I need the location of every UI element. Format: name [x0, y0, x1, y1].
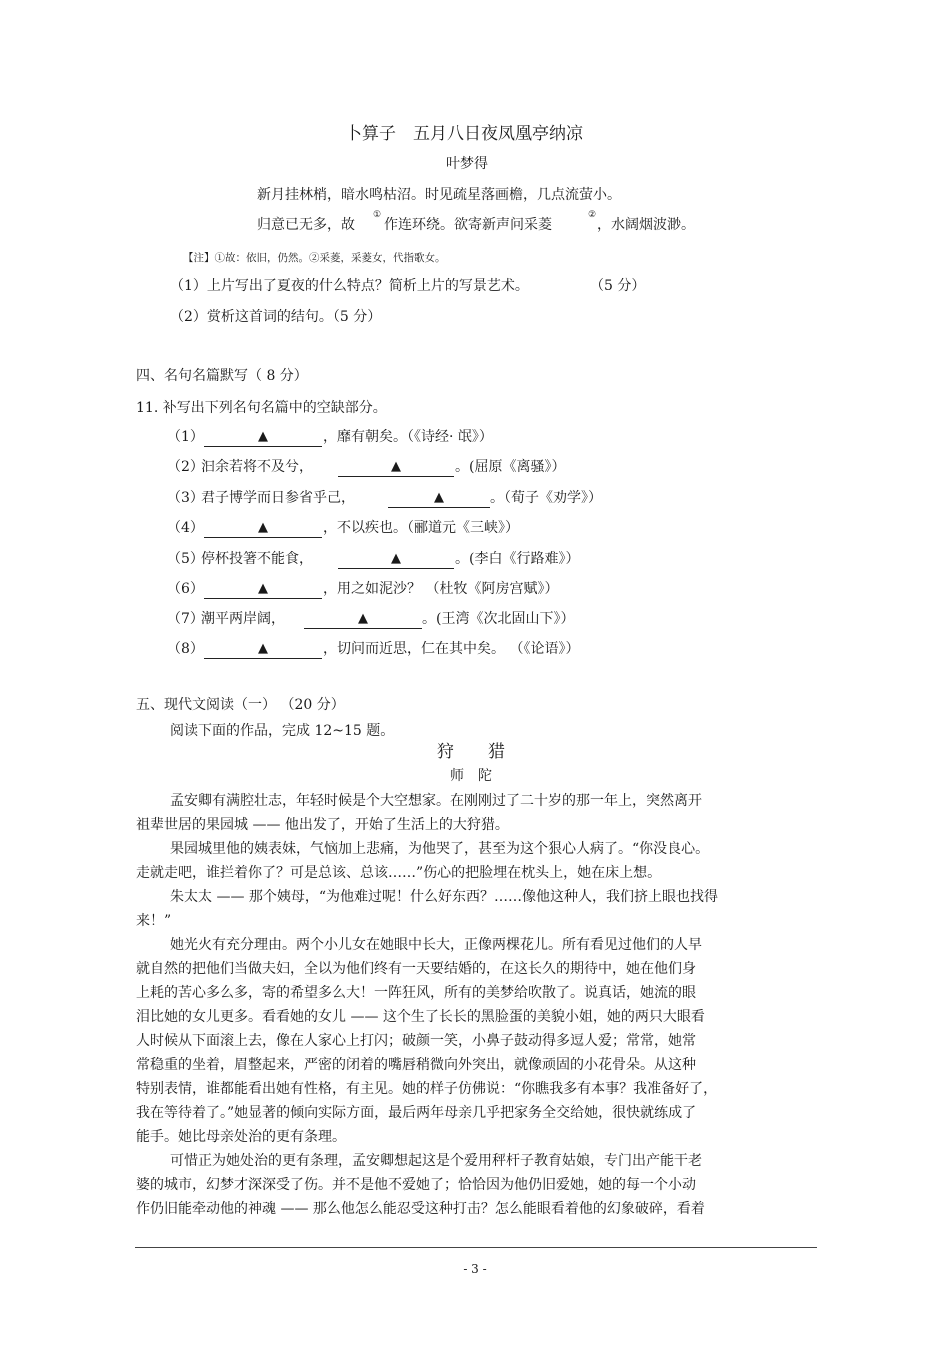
fill-item-suffix: 。(李白《行路难》）: [455, 551, 580, 567]
poem-note: 【注】①故：依旧，仍然。②采菱，采菱女，代指歌女。: [183, 252, 446, 264]
fill-item-prefix: 潮平两岸阔，: [201, 611, 285, 627]
story-line: 作仍旧能牵动他的神魂 —— 那么他怎么能忍受这种打击？怎么能眼看着他的幻象破碎，看着: [136, 1201, 705, 1217]
answer-blank[interactable]: ▲: [204, 580, 322, 599]
question-11: 11. 补写出下列名句名篇中的空缺部分。: [136, 400, 387, 416]
story-line: 能手。她比母亲处治的更有条理。: [136, 1129, 346, 1145]
fill-item-number: （7）: [167, 611, 204, 627]
fill-item-prefix: 汩余若将不及兮，: [201, 459, 313, 475]
story-line: 我在等待着了。”她显著的倾向实际方面，最后两年母亲几乎把家务全交给她，很快就练成了: [136, 1105, 697, 1121]
answer-blank[interactable]: ▲: [304, 610, 422, 629]
fill-item-suffix: ，不以疾也。（郦道元《三峡》）: [323, 520, 519, 536]
story-line: 果园城里他的姨表妹，气恼加上悲痛，为他哭了，甚至为这个狠心人病了。“你没良心。: [170, 841, 710, 857]
reading-instruction: 阅读下面的作品，完成 12~15 题。: [170, 723, 395, 739]
question-2: （2）赏析这首词的结句。（5 分）: [170, 309, 382, 325]
question-1-score: （5 分）: [590, 278, 646, 294]
story-line: 她光火有充分理由。两个小儿女在她眼中长大，正像两棵花儿。所有看见过他们的人早: [170, 937, 702, 953]
fill-item-number: （6）: [167, 581, 204, 597]
section-4-heading: 四、名句名篇默写（ 8 分）: [136, 368, 308, 384]
poem-line-1: 新月挂林梢，暗水鸣枯沼。时见疏星落画檐，几点流萤小。: [257, 187, 621, 203]
answer-blank[interactable]: ▲: [204, 428, 322, 447]
section-5-heading: 五、现代文阅读（一） （20 分）: [136, 697, 345, 713]
fill-item-suffix: ，用之如泥沙？ （杜牧《阿房宫赋》）: [323, 581, 559, 597]
story-line: 来！”: [136, 913, 172, 929]
answer-blank[interactable]: ▲: [338, 458, 454, 477]
story-line: 婆的城市，幻梦才深深受了伤。并不是他不爱她了；恰恰因为他仍旧爱她，她的每一个小动: [136, 1177, 696, 1193]
answer-blank[interactable]: ▲: [338, 550, 454, 569]
footnote-mark-1: ①: [373, 210, 382, 220]
story-line: 人时候从下面滚上去，像在人家心上打闪；破颜一笑，小鼻子鼓动得多逗人爱；常常，她常: [136, 1033, 696, 1049]
story-line: 常稳重的坐着，眉整起来，严密的闭着的嘴唇稍微向外突出，就像顽固的小花骨朵。从这种: [136, 1057, 696, 1073]
answer-blank[interactable]: ▲: [204, 640, 322, 659]
fill-item-number: （4）: [167, 520, 204, 536]
answer-blank[interactable]: ▲: [204, 519, 322, 538]
poem-title: 卜算子 五月八日夜凤凰亭纳凉: [345, 124, 583, 144]
fill-item-prefix: 君子博学而日参省乎己，: [201, 490, 355, 506]
answer-blank[interactable]: ▲: [388, 489, 490, 508]
story-line: 特别表情，谁都能看出她有性格，有主见。她的样子仿佛说：“你瞧我多有本事？我准备好了，: [136, 1081, 718, 1097]
fill-item-suffix: ，切问而近思，仁在其中矣。 （《论语》）: [323, 641, 580, 657]
footer-rule: [135, 1247, 817, 1248]
fill-item-number: （1）: [167, 429, 204, 445]
story-line: 可惜正为她处治的更有条理，孟安卿想起这是个爱用秤杆子教育姑娘，专门出产能干老: [170, 1153, 702, 1169]
fill-item-suffix: 。（荀子《劝学》）: [490, 490, 602, 506]
story-line: 祖辈世居的果园城 —— 他出发了，开始了生活上的大狩猎。: [136, 817, 509, 833]
fill-item-number: （3）: [167, 490, 204, 506]
fill-item-suffix: 。(屈原《离骚》）: [455, 459, 566, 475]
story-line: 走就走吧，谁拦着你了？可是总该、总该……”伤心的把脸埋在枕头上，她在床上想。: [136, 865, 662, 881]
story-line: 上耗的苦心多么多，寄的希望多么大！一阵狂风，所有的美梦给吹散了。说真话，她流的眼: [136, 985, 696, 1001]
fill-item-prefix: 停杯投箸不能食，: [201, 551, 313, 567]
poem-author: 叶梦得: [446, 156, 488, 172]
fill-item-number: （8）: [167, 641, 204, 657]
footnote-mark-2: ②: [588, 210, 597, 220]
fill-item-suffix: 。(王湾《次北固山下》）: [422, 611, 575, 627]
poem-line-2-part-b: 作连环绕。欲寄新声问采菱: [384, 217, 552, 233]
story-author: 师 陀: [450, 768, 492, 784]
question-1: （1）上片写出了夏夜的什么特点？简析上片的写景艺术。: [170, 278, 529, 294]
story-line: 孟安卿有满腔壮志，年轻时候是个大空想家。在刚刚过了二十岁的那一年上，突然离开: [170, 793, 702, 809]
story-line: 朱太太 —— 那个姨母，“为他难过呢！什么好东西？……像他这种人，我们挤上眼也找得: [170, 889, 719, 905]
story-line: 泪比她的女儿更多。看看她的女儿 —— 这个生了长长的黑脸蛋的美貌小姐，她的两只大眼看: [136, 1009, 705, 1025]
page-number: - 3 -: [463, 1262, 487, 1276]
fill-item-number: （2）: [167, 459, 204, 475]
poem-line-2-part-c: ，水阔烟波渺。: [597, 217, 695, 233]
fill-item-number: （5）: [167, 551, 204, 567]
fill-item-suffix: ，靡有朝矣。（《诗经· 氓》）: [323, 429, 493, 445]
poem-line-2-part-a: 归意已无多，故: [257, 217, 355, 233]
story-line: 就自然的把他们当做夫妇，全以为他们终有一天要结婚的，在这长久的期待中，她在他们身: [136, 961, 696, 977]
story-title: 狩 猎: [437, 742, 505, 762]
